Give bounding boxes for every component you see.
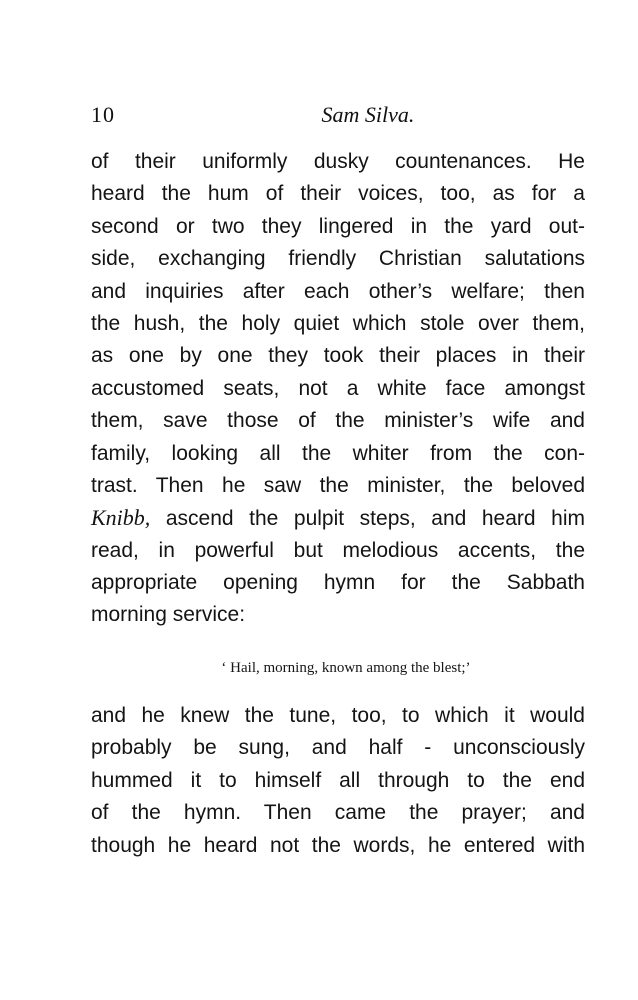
- page-number: 10: [91, 102, 115, 127]
- paragraph-main: [91, 146, 585, 632]
- text-line: side, exchanging friendly Christian salutations: [91, 247, 585, 271]
- text-line: read, in powerful but melodious accents, the: [91, 538, 585, 562]
- text-line: and he knew the tune, too, to which it would: [91, 704, 585, 727]
- paragraph-continuation: [91, 700, 585, 862]
- text-line: appropriate opening hymn for the Sabbath: [91, 571, 585, 595]
- text-line: though he heard not the words, he entered with: [91, 833, 585, 857]
- text-line: the hush, the holy quiet which stole over them,: [91, 311, 585, 335]
- text-line: accustomed seats, not a white face amongst: [91, 376, 585, 400]
- text-line: family, looking all the whiter from the con-: [91, 441, 585, 465]
- text-line: trast. Then he saw the minister, the beloved: [91, 473, 585, 497]
- text-line: [91, 502, 585, 534]
- text-line: morning service:: [91, 603, 246, 627]
- text-line: heard the hum of their voices, too, as for a: [91, 182, 585, 206]
- text-line: of their uniformly dusky countenances. He: [91, 150, 585, 173]
- text-line: and inquiries after each other’s welfare; then: [91, 279, 585, 303]
- page-header: [91, 102, 585, 134]
- text-line: of the hymn. Then came the prayer; and: [91, 801, 585, 825]
- text-line-rest: ascend the pulpit steps, and heard him: [150, 507, 585, 531]
- running-title: Sam Silva.: [321, 102, 415, 127]
- italic-name: Knibb,: [91, 505, 151, 531]
- text-line: second or two they lingered in the yard out-: [91, 214, 585, 238]
- hymn-quote: ‘ Hail, morning, known among the blest;’: [221, 660, 471, 676]
- text-line: hummed it to himself all through to the end: [91, 768, 585, 792]
- text-line: them, save those of the minister’s wife and: [91, 409, 585, 433]
- text-line: as one by one they took their places in their: [91, 344, 585, 368]
- text-line: probably be sung, and half - unconsciously: [91, 736, 585, 760]
